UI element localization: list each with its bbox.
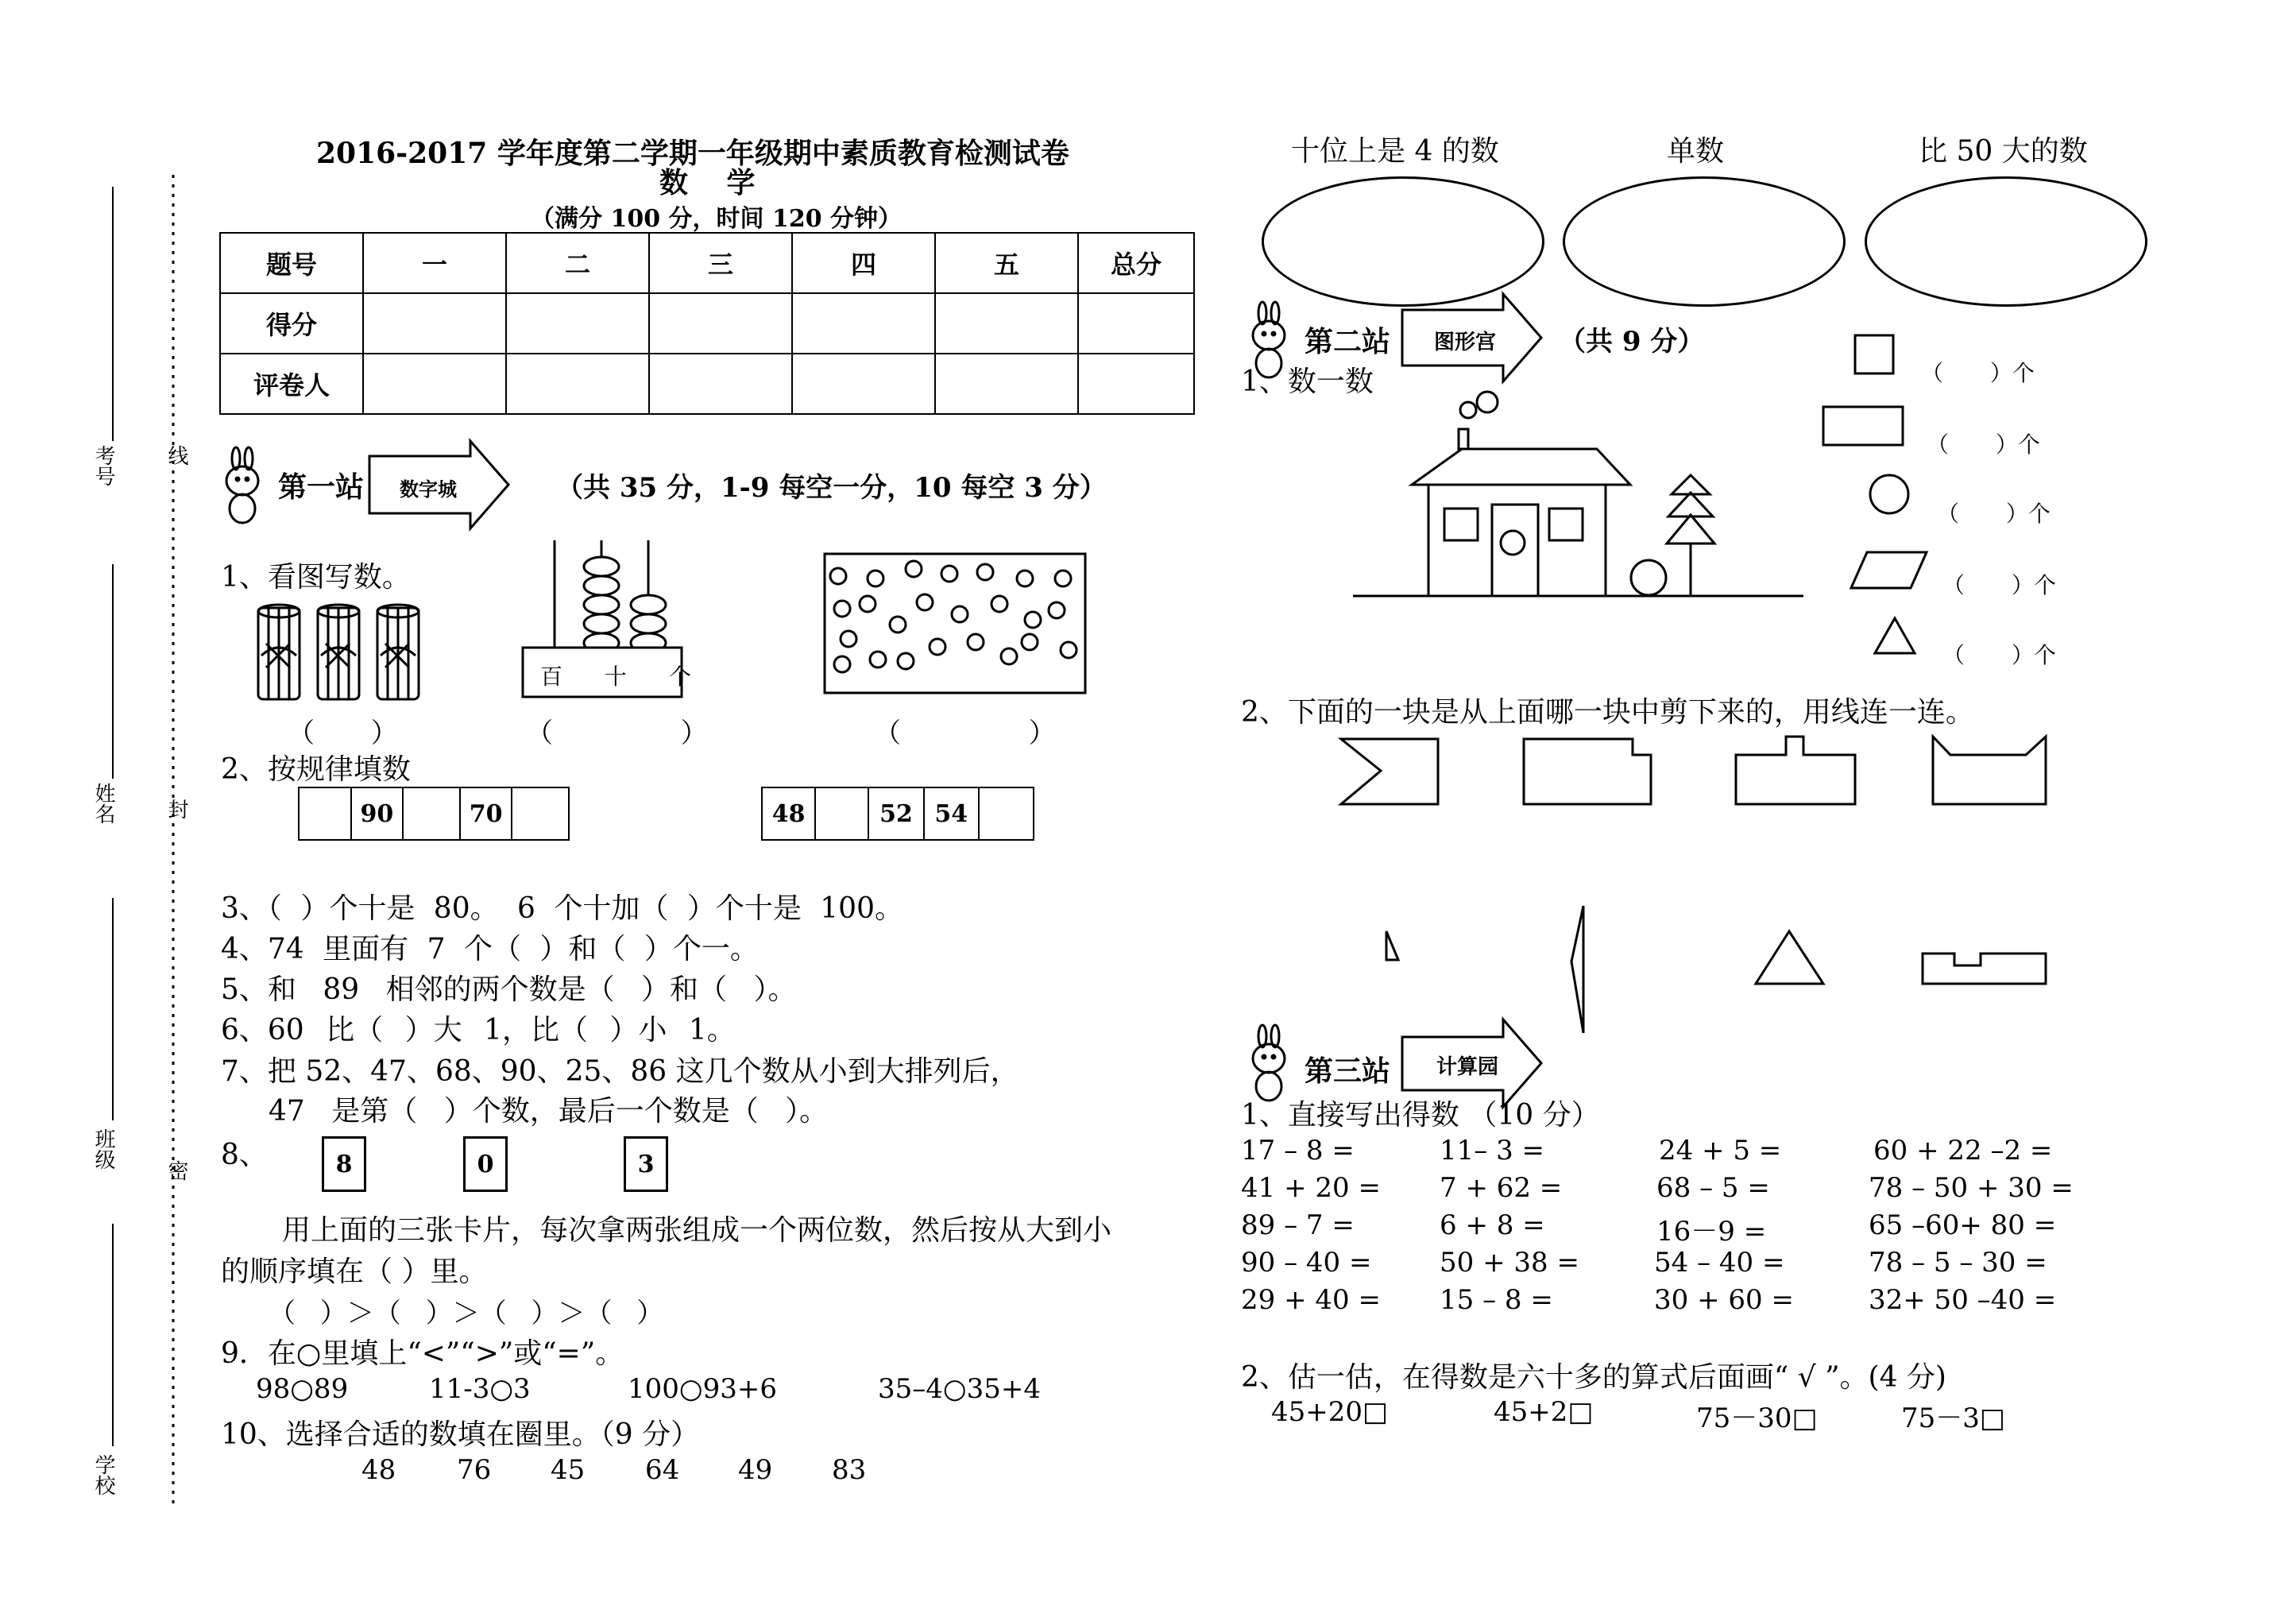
calc-item[interactable]: 6 + 8 = (1440, 1209, 1545, 1241)
score-table (219, 232, 1195, 415)
question-4: 4、74 里面有 7 个（ ）和（ ）个一。 (221, 933, 759, 965)
calc-item[interactable]: 68 – 5 = (1656, 1172, 1770, 1204)
score-cell[interactable] (792, 354, 935, 414)
choice-number: 48 (361, 1454, 396, 1486)
seal-secret-char: 密 (164, 1160, 188, 1181)
calc-item[interactable]: 11– 3 = (1440, 1135, 1544, 1166)
question-2: 2、按规律填数 (221, 753, 411, 786)
oval-label-greater-50: 比 50 大的数 (1919, 135, 2088, 168)
station2-arrow-label: 图形宫 (1434, 331, 1497, 354)
score-table-header-cell: 二 (506, 233, 649, 293)
label-class: 班级 (91, 1128, 115, 1170)
estimate-item[interactable]: 45+20□ (1271, 1396, 1389, 1428)
count-rectangle[interactable]: （ ）个 (1927, 431, 2040, 458)
station3-question-2: 2、估一估，在得数是六十多的算式后面画“ √ ”。(4 分) (1241, 1361, 1946, 1394)
compare-item-1[interactable]: 98○89 (256, 1373, 349, 1405)
score-table-header-cell: 五 (935, 233, 1078, 293)
calc-item[interactable]: 65 –60+ 80 = (1869, 1209, 2057, 1241)
abacus-label-hundreds: 百 (540, 663, 581, 690)
question-9: 9．在○里填上“<”“>”或“=”。 (221, 1337, 624, 1370)
answer-oval-odd[interactable] (1563, 176, 1846, 307)
label-name: 姓名 (91, 783, 115, 824)
score-table-header-cell: 一 (363, 233, 506, 293)
calc-item[interactable]: 41 + 20 = (1241, 1172, 1381, 1204)
station2-label: 第二站 (1305, 325, 1391, 358)
score-cell[interactable] (363, 354, 506, 414)
score-table-header-cell: 总分 (1078, 233, 1194, 293)
sequence-cell[interactable] (980, 788, 1033, 839)
sequence-cell[interactable] (512, 788, 568, 839)
question-1: 1、看图写数。 (221, 561, 411, 594)
question-5: 5、和 89 相邻的两个数是（ ）和（ ）。 (221, 973, 797, 1006)
calc-item[interactable]: 78 – 5 – 30 = (1869, 1247, 2047, 1279)
score-cell[interactable] (649, 354, 792, 414)
score-cell[interactable] (935, 354, 1078, 414)
station1-points: （共 35 分，1-9 每空一分，10 每空 3 分） (556, 472, 1107, 504)
calc-item[interactable]: 7 + 62 = (1440, 1172, 1563, 1204)
choice-number: 49 (738, 1454, 773, 1486)
count-parallelogram[interactable]: （ ）个 (1942, 572, 2056, 598)
count-square[interactable]: （ ）个 (1921, 360, 2035, 386)
number-card-0: 0 (463, 1136, 508, 1192)
cut-pieces-bottom (1386, 906, 2046, 1033)
compare-item-2[interactable]: 11-3○3 (429, 1373, 531, 1405)
sequence-row-2 (761, 787, 1034, 841)
score-table-row (220, 293, 1194, 354)
station1-arrow-label: 数字城 (400, 478, 457, 501)
score-table-header-cell: 四 (792, 233, 935, 293)
abacus-label-ones: 个 (668, 663, 709, 690)
exam-note: （满分 100 分，时间 120 分钟） (531, 205, 903, 233)
sequence-cell: 48 (763, 788, 816, 839)
question-3: 3、（ ）个十是 80。 6 个十加（ ）个十是 100。 (221, 892, 903, 925)
label-school: 学校 (91, 1454, 115, 1495)
station3-arrow-label: 计算园 (1436, 1055, 1499, 1079)
exam-title: 2016-2017 学年度第二学期一年级期中素质教育检测试卷 (316, 137, 1069, 170)
question-8: 8、 (221, 1139, 268, 1171)
abacus-label-tens: 十 (604, 663, 644, 690)
calc-item[interactable]: 17 – 8 = (1241, 1135, 1355, 1166)
oval-label-tens-4: 十位上是 4 的数 (1291, 135, 1499, 168)
subject-title: 数 学 (659, 166, 770, 199)
cut-shapes-top (1341, 737, 2046, 804)
estimate-item[interactable]: 75－3□ (1901, 1402, 2006, 1434)
calc-item[interactable]: 16－9 = (1656, 1216, 1767, 1248)
sequence-row-1 (298, 787, 570, 841)
score-table-header-row (220, 233, 1194, 293)
rabbit-icon (226, 447, 258, 523)
calc-item[interactable]: 29 + 40 = (1241, 1284, 1381, 1316)
label-exam-number: 考号 (91, 445, 115, 486)
abacus-place-labels (540, 660, 709, 691)
seal-line-char: 线 (164, 445, 188, 466)
calc-item[interactable]: 24 + 5 = (1659, 1135, 1782, 1166)
choice-number: 83 (832, 1454, 867, 1486)
score-cell[interactable] (363, 293, 506, 354)
answer-blank-sticks[interactable]: （ ） (288, 718, 398, 749)
number-card-3: 3 (624, 1136, 668, 1192)
station1-label: 第一站 (278, 470, 365, 504)
stick-bundles-icon (258, 605, 419, 699)
score-cell[interactable] (792, 293, 935, 354)
compare-item-4[interactable]: 35–4○35+4 (878, 1373, 1041, 1405)
sequence-cell: 54 (925, 788, 980, 839)
sequence-cell: 70 (461, 788, 513, 839)
compare-item-3[interactable]: 100○93+6 (628, 1373, 777, 1405)
question-8-answer-chain[interactable]: （ ）＞（ ）＞（ ）＞（ ） (269, 1298, 664, 1329)
score-row-label: 得分 (220, 293, 363, 354)
score-cell[interactable] (935, 293, 1078, 354)
oval-label-odd: 单数 (1667, 135, 1725, 168)
count-triangle[interactable]: （ ）个 (1942, 642, 2056, 668)
calc-item[interactable]: 89 – 7 = (1241, 1209, 1355, 1241)
estimate-item[interactable]: 45+2□ (1494, 1396, 1594, 1428)
score-cell[interactable] (1078, 354, 1194, 414)
score-cell[interactable] (1078, 293, 1194, 354)
calc-item[interactable]: 54 – 40 = (1654, 1247, 1785, 1279)
choice-number: 45 (551, 1454, 586, 1486)
answer-blank-abacus[interactable]: （ ） (526, 718, 708, 749)
question-7-line2: 47 是第（ ）个数，最后一个数是（ ）。 (269, 1095, 829, 1128)
house-scene-icon (1353, 392, 1803, 596)
rabbit-icon-3 (1253, 1025, 1285, 1101)
question-6: 6、60 比（ ）大 1，比（ ）小 1。 (221, 1014, 736, 1046)
question-8-text-line1: 用上面的三张卡片，每次拿两张组成一个两位数，然后按从大到小 (282, 1214, 1112, 1247)
calc-item[interactable]: 32+ 50 –40 = (1869, 1284, 2057, 1316)
score-table-row (220, 354, 1194, 414)
answer-blank-dots[interactable]: （ ） (874, 718, 1056, 749)
count-circle[interactable]: （ ）个 (1937, 501, 2051, 527)
dots-box-icon (825, 554, 1085, 693)
choice-number: 76 (457, 1454, 492, 1486)
calc-item[interactable]: 90 – 40 = (1241, 1247, 1372, 1279)
station2-points: （共 9 分） (1559, 326, 1705, 358)
shape-list-icon (1823, 335, 1927, 653)
question-7-line1: 7、把 52、47、68、90、25、86 这几个数从小到大排列后， (221, 1055, 1019, 1088)
sequence-cell: 90 (352, 788, 404, 839)
sequence-cell[interactable] (816, 788, 869, 839)
station2-question-1: 1、数一数 (1241, 366, 1374, 398)
answer-oval-greater-50[interactable] (1865, 176, 2147, 307)
sequence-cell: 52 (869, 788, 924, 839)
sequence-cell[interactable] (300, 788, 352, 839)
calc-item[interactable]: 78 – 50 + 30 = (1869, 1172, 2074, 1204)
estimate-item[interactable]: 75－30□ (1696, 1402, 1818, 1434)
station3-question-1: 1、直接写出得数 （10 分） (1241, 1099, 1600, 1132)
score-cell[interactable] (506, 293, 649, 354)
sequence-cell[interactable] (404, 788, 461, 839)
score-table-header-cell: 题号 (220, 233, 363, 293)
question-10: 10、选择合适的数填在圈里。（9 分） (221, 1418, 700, 1451)
number-card-8: 8 (322, 1136, 366, 1192)
calc-item[interactable]: 15 – 8 = (1440, 1284, 1553, 1316)
calc-item[interactable]: 50 + 38 = (1440, 1247, 1579, 1279)
choice-number: 64 (645, 1454, 680, 1486)
station3-label: 第三站 (1305, 1054, 1391, 1088)
score-cell[interactable] (649, 293, 792, 354)
score-table-header-cell: 三 (649, 233, 792, 293)
station2-question-2: 2、下面的一块是从上面哪一块中剪下来的，用线连一连。 (1241, 696, 1974, 729)
question-8-text-line2: 的顺序填在（ ）里。 (221, 1255, 488, 1288)
calc-item[interactable]: 60 + 22 –2 = (1873, 1135, 2053, 1166)
answer-oval-tens-4[interactable] (1262, 176, 1544, 307)
calc-item[interactable]: 30 + 60 = (1654, 1284, 1794, 1316)
score-row-label: 评卷人 (220, 354, 363, 414)
score-cell[interactable] (506, 354, 649, 414)
seal-seal-char: 封 (164, 799, 188, 819)
